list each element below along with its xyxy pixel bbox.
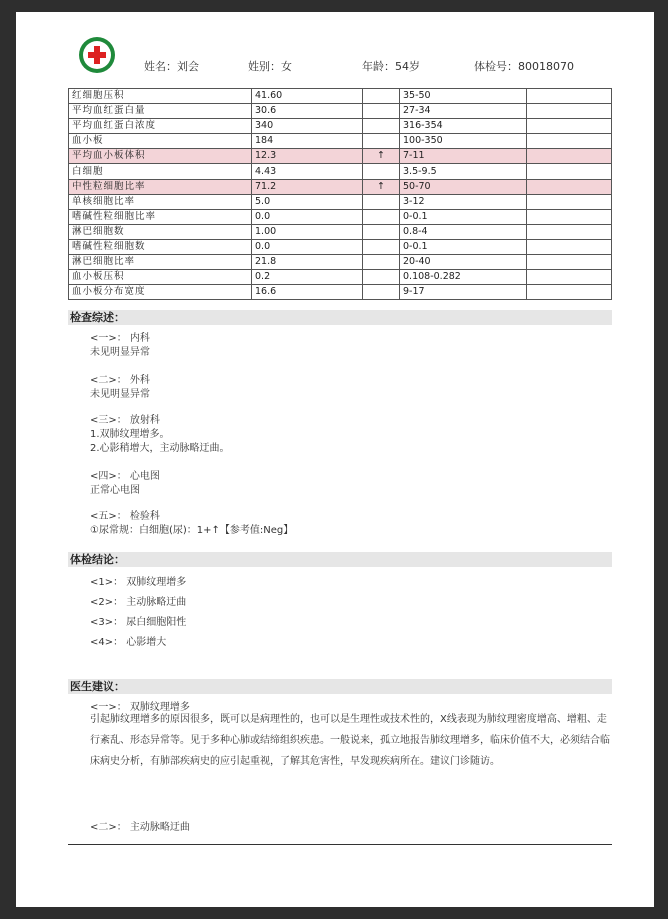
abnormal-flag: [363, 104, 400, 119]
table-row: [69, 119, 612, 134]
table-row: [69, 285, 612, 300]
summary-section-line: 2.心影稍增大，主动脉略迂曲。: [90, 443, 230, 454]
reference-range: 100-350: [400, 134, 527, 149]
empty-cell: [527, 164, 612, 179]
advice-item-head: <一>： 双肺纹理增多: [90, 702, 190, 713]
table-row: [69, 89, 612, 104]
patient-name: 姓名：刘会: [144, 60, 199, 73]
table-row: [69, 209, 612, 224]
test-item-name: 平均血小板体积: [69, 149, 252, 164]
test-item-name: 单核细胞比率: [69, 194, 252, 209]
abnormal-flag: [363, 209, 400, 224]
abnormal-flag: [363, 134, 400, 149]
lab-results-table: [68, 88, 612, 300]
abnormal-flag: [363, 89, 400, 104]
test-result-value: 0.0: [252, 209, 363, 224]
table-row: [69, 239, 612, 254]
table-row: [69, 194, 612, 209]
reference-range: 316-354: [400, 119, 527, 134]
reference-range: 20-40: [400, 255, 527, 270]
advice-item-body: 引起肺纹理增多的原因很多，既可以是病理性的，也可以是生理性或技术性的，X线表现为肺纹理密度增高、增粗、走行紊乱、形态异常等。见于多种心肺或结缔组织疾患。一般说来，孤立地报告肺纹理增多，临床价值不大，必须结合临床病史分析，有肺部疾病史的应引起重视，了解其危害性，早发现疾病所在。建议门诊随访。: [90, 714, 610, 767]
abnormal-flag: [363, 119, 400, 134]
empty-cell: [527, 149, 612, 164]
summary-section-line: 正常心电图: [90, 485, 140, 496]
abnormal-flag: ↑: [363, 149, 400, 164]
table-row: [69, 179, 612, 194]
test-result-value: 0.2: [252, 270, 363, 285]
test-item-name: 嗜碱性粒细胞比率: [69, 209, 252, 224]
test-item-name: 淋巴细胞比率: [69, 255, 252, 270]
summary-section-head: <四>： 心电图: [90, 471, 160, 482]
empty-cell: [527, 209, 612, 224]
exam-number: 体检号：80018070: [474, 60, 574, 73]
test-item-name: 平均血红蛋白浓度: [69, 119, 252, 134]
table-row: [69, 104, 612, 119]
test-result-value: 16.6: [252, 285, 363, 300]
table-row: [69, 270, 612, 285]
reference-range: 0-0.1: [400, 209, 527, 224]
abnormal-flag: [363, 164, 400, 179]
summary-section-line: 未见明显异常: [90, 347, 150, 358]
patient-gender: 姓别：女: [248, 60, 292, 73]
table-row: [69, 134, 612, 149]
reference-range: 27-34: [400, 104, 527, 119]
summary-section-head: <五>： 检验科: [90, 511, 160, 522]
table-row: [69, 149, 612, 164]
test-item-name: 血小板: [69, 134, 252, 149]
test-result-value: 1.00: [252, 224, 363, 239]
conclusion-title: 体检结论：: [68, 552, 612, 567]
test-result-value: 41.60: [252, 89, 363, 104]
reference-range: 3.5-9.5: [400, 164, 527, 179]
test-item-name: 血小板压积: [69, 270, 252, 285]
empty-cell: [527, 179, 612, 194]
empty-cell: [527, 285, 612, 300]
summary-section-line: 未见明显异常: [90, 389, 150, 400]
advice-item-head: <二>： 主动脉略迂曲: [90, 822, 190, 833]
summary-title: 检查综述：: [68, 310, 612, 325]
advice-title: 医生建议：: [68, 679, 612, 694]
abnormal-flag: ↑: [363, 179, 400, 194]
test-item-name: 淋巴细胞数: [69, 224, 252, 239]
conclusion-item: <2>： 主动脉略迂曲: [90, 597, 187, 608]
test-item-name: 平均血红蛋白量: [69, 104, 252, 119]
test-result-value: 340: [252, 119, 363, 134]
test-result-value: 30.6: [252, 104, 363, 119]
reference-range: 0.8-4: [400, 224, 527, 239]
abnormal-flag: [363, 224, 400, 239]
abnormal-flag: [363, 255, 400, 270]
test-item-name: 红细胞压积: [69, 89, 252, 104]
test-result-value: 21.8: [252, 255, 363, 270]
table-row: [69, 224, 612, 239]
table-row: [69, 255, 612, 270]
test-item-name: 中性粒细胞比率: [69, 179, 252, 194]
test-result-value: 4.43: [252, 164, 363, 179]
table-row: [69, 164, 612, 179]
test-result-value: 71.2: [252, 179, 363, 194]
summary-section-line: 1.双肺纹理增多。: [90, 429, 170, 440]
test-item-name: 血小板分布宽度: [69, 285, 252, 300]
conclusion-item: <1>： 双肺纹理增多: [90, 577, 187, 588]
reference-range: 0.108-0.282: [400, 270, 527, 285]
summary-section-head: <三>： 放射科: [90, 415, 160, 426]
empty-cell: [527, 270, 612, 285]
test-result-value: 12.3: [252, 149, 363, 164]
empty-cell: [527, 134, 612, 149]
summary-section-line: ①尿常规：白细胞(尿)：1+↑【参考值:Neg】: [90, 525, 294, 536]
abnormal-flag: [363, 270, 400, 285]
footer-divider: [68, 844, 612, 845]
empty-cell: [527, 119, 612, 134]
test-item-name: 白细胞: [69, 164, 252, 179]
reference-range: 7-11: [400, 149, 527, 164]
reference-range: 9-17: [400, 285, 527, 300]
reference-range: 50-70: [400, 179, 527, 194]
conclusion-item: <4>： 心影增大: [90, 637, 167, 648]
conclusion-item: <3>： 尿白细胞阳性: [90, 617, 187, 628]
empty-cell: [527, 224, 612, 239]
reference-range: 35-50: [400, 89, 527, 104]
reference-range: 0-0.1: [400, 239, 527, 254]
empty-cell: [527, 194, 612, 209]
abnormal-flag: [363, 239, 400, 254]
abnormal-flag: [363, 285, 400, 300]
test-result-value: 184: [252, 134, 363, 149]
empty-cell: [527, 239, 612, 254]
reference-range: 3-12: [400, 194, 527, 209]
report-page: [16, 12, 654, 907]
test-result-value: 5.0: [252, 194, 363, 209]
hospital-logo: [79, 37, 115, 73]
empty-cell: [527, 89, 612, 104]
test-item-name: 嗜碱性粒细胞数: [69, 239, 252, 254]
abnormal-flag: [363, 194, 400, 209]
patient-age: 年龄：54岁: [362, 60, 420, 73]
test-result-value: 0.0: [252, 239, 363, 254]
summary-section-head: <二>： 外科: [90, 375, 150, 386]
summary-section-head: <一>： 内科: [90, 333, 150, 344]
report-header: [16, 12, 654, 92]
empty-cell: [527, 255, 612, 270]
empty-cell: [527, 104, 612, 119]
